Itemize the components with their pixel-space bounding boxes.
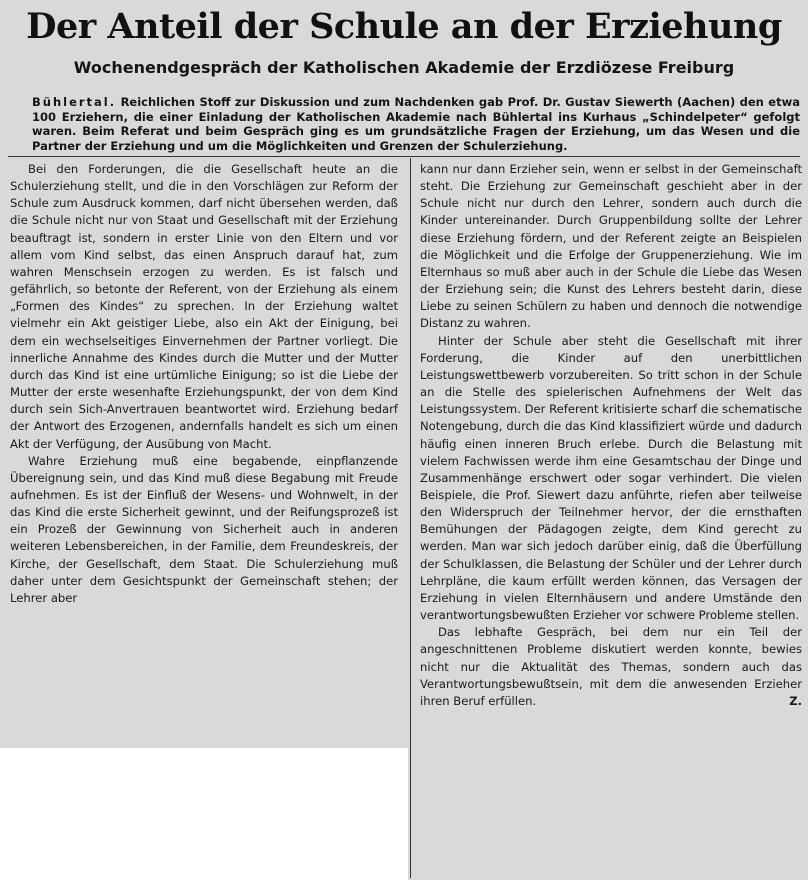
clipping-cut-corner <box>0 748 408 880</box>
article-column-left <box>10 161 398 607</box>
body-paragraph: Bei den Forderungen, die die Gesellschaft heute an die Schulerziehung stellt, und die in den Vorschlägen zur Reform der Schule zum Ausdruck kommen, darf nicht übersehen werden, daß die Schule nicht nur von Staat und Gesellschaft mit der Erziehung beauftragt ist, sondern in erster Linie von den Eltern und vor allem vom Kind selbst, das einen Anspruch darauf hat, zum wahren Menschsein erzogen zu werden. Es ist falsch und gefährlich, so betonte der Referent, von der Erziehung als einem „Formen des Kindes“ zu sprechen. In der Erziehung waltet vielmehr ein Akt geistiger Liebe, also ein Akt der Einigung, bei dem ein wechselseitiges Einvernehmen der Partner vorliegt. Die innerliche Annahme des Kindes durch die Mutter und der Mutter durch das Kind ist eine urtümliche Einigung; so ist die Liebe der Mutter der erste wesenhafte Erziehungspunkt, der von dem Kind durch sein Sich-Anvertrauen beantwortet wird. Erziehung bedarf der Antwort des Erzogenen, andernfalls handelt es sich um einen Akt der Verfügung, der Ausübung von Macht. <box>10 162 398 451</box>
body-paragraph: kann nur dann Erzieher sein, wenn er selbst in der Gemeinschaft steht. Die Erziehung zur Gemeinschaft geschieht aber in der Schule nicht nur durch den Lehrer, sondern auch durch die Kinder untereinander. Durch Gruppenbildung sollte der Lehrer diese Erziehung fördern, und der Referent zeigte an Beispielen die Möglichkeit und die Erfolge der Gruppenerziehung. Wie im Elternhaus so muß aber auch in der Schule die Liebe das Wesen der Erziehung sein; die Kunst des Lehrers besteht darin, diese Liebe zu seinen Schülern zu haben und dennoch die notwendige Distanz zu wahren. <box>420 162 802 331</box>
dateline-place: Bühlertal. <box>32 95 117 109</box>
column-divider <box>410 158 411 878</box>
lead-divider <box>8 156 800 157</box>
article-headline: Der Anteil der Schule an der Erziehung <box>26 6 782 47</box>
author-signature: Z. <box>789 693 802 708</box>
body-paragraph: Wahre Erziehung muß eine begabende, einpflanzende Übereignung sein, und das Kind muß diese Begabung mit Freude aufnehmen. Es ist der Einfluß der Wesens- und Wohnwelt, in der das Kind die erste Sicherheit gewinnt, und der Reifungsprozeß ist ein Prozeß der Gewinnung von Sicherheit auch in anderen weiteren Lebensbereichen, in der Familie, dem Freundeskreis, der Kirche, der Gesellschaft, dem Staat. Die Schulerziehung muß daher unter dem Gesichtspunkt der Gemeinschaft stehen; der Lehrer aber <box>10 453 398 605</box>
lead-text: Reichlichen Stoff zur Diskussion und zum Nachdenken gab Prof. Dr. Gustav Siewerth (Aachen) den etwa 100 Erziehern, die einer Einladung der Katholischen Akademie nach Bühlertal ins Kurhaus „Schindelpeter“ gefolgt waren. Beim Referat und beim Gespräch ging es um grundsätzliche Fragen der Erziehung, um das Wesen und die Partner der Erziehung und um die Möglichkeiten und Grenzen der Schulerziehung. <box>32 95 800 153</box>
article-lead <box>32 95 800 153</box>
body-text: Das lebhafte Gespräch, bei dem nur ein Teil der angeschnittenen Probleme diskutiert werden konnte, bewies nicht nur die Aktualität des Themas, sondern auch das Verantwortungsbewußtsein, mit dem die anwesenden Erzieher ihren Beruf erfüllen. <box>420 625 802 708</box>
body-paragraph-final <box>420 624 802 710</box>
article-column-right <box>420 161 802 710</box>
article-subheadline: Wochenendgespräch der Katholischen Akademie der Erzdiözese Freiburg <box>73 58 735 77</box>
body-paragraph: Hinter der Schule aber steht die Gesellschaft mit ihrer Forderung, die Kinder auf den unerbittlichen Leistungswettbewerb vorzubereiten. So tritt schon in der Schule an die Stelle des spielerischen Aufnehmens der Welt das Leistungssystem. Der Referent kritisierte scharf die schematische Notengebung, durch die das Kind klassifiziert würde und dadurch häufig einen inneren Bruch erlebe. Durch die Belastung mit vielem Fachwissen werde ihm eine Gesamtschau der Dinge und Zusammenhänge erschwert oder sogar verhindert. Die vielen Beispiele, die Prof. Siewert dazu anführte, riefen aber teilweise den Widerspruch der Teilnehmer hervor, der die ernsthaften Bemühungen der Pädagogen zeigte, dem Kind gerecht zu werden. Man war sich jedoch darüber einig, daß die Überfüllung der Schulklassen, die Belastung der Schüler und der Lehrer durch Lehrpläne, die kaum erfüllt werden können, das Versagen der Erziehung in vielen Elternhäusern und andere Umstände den verantwortungsbewußten Erzieher vor schwere Probleme stellen. <box>420 333 802 623</box>
